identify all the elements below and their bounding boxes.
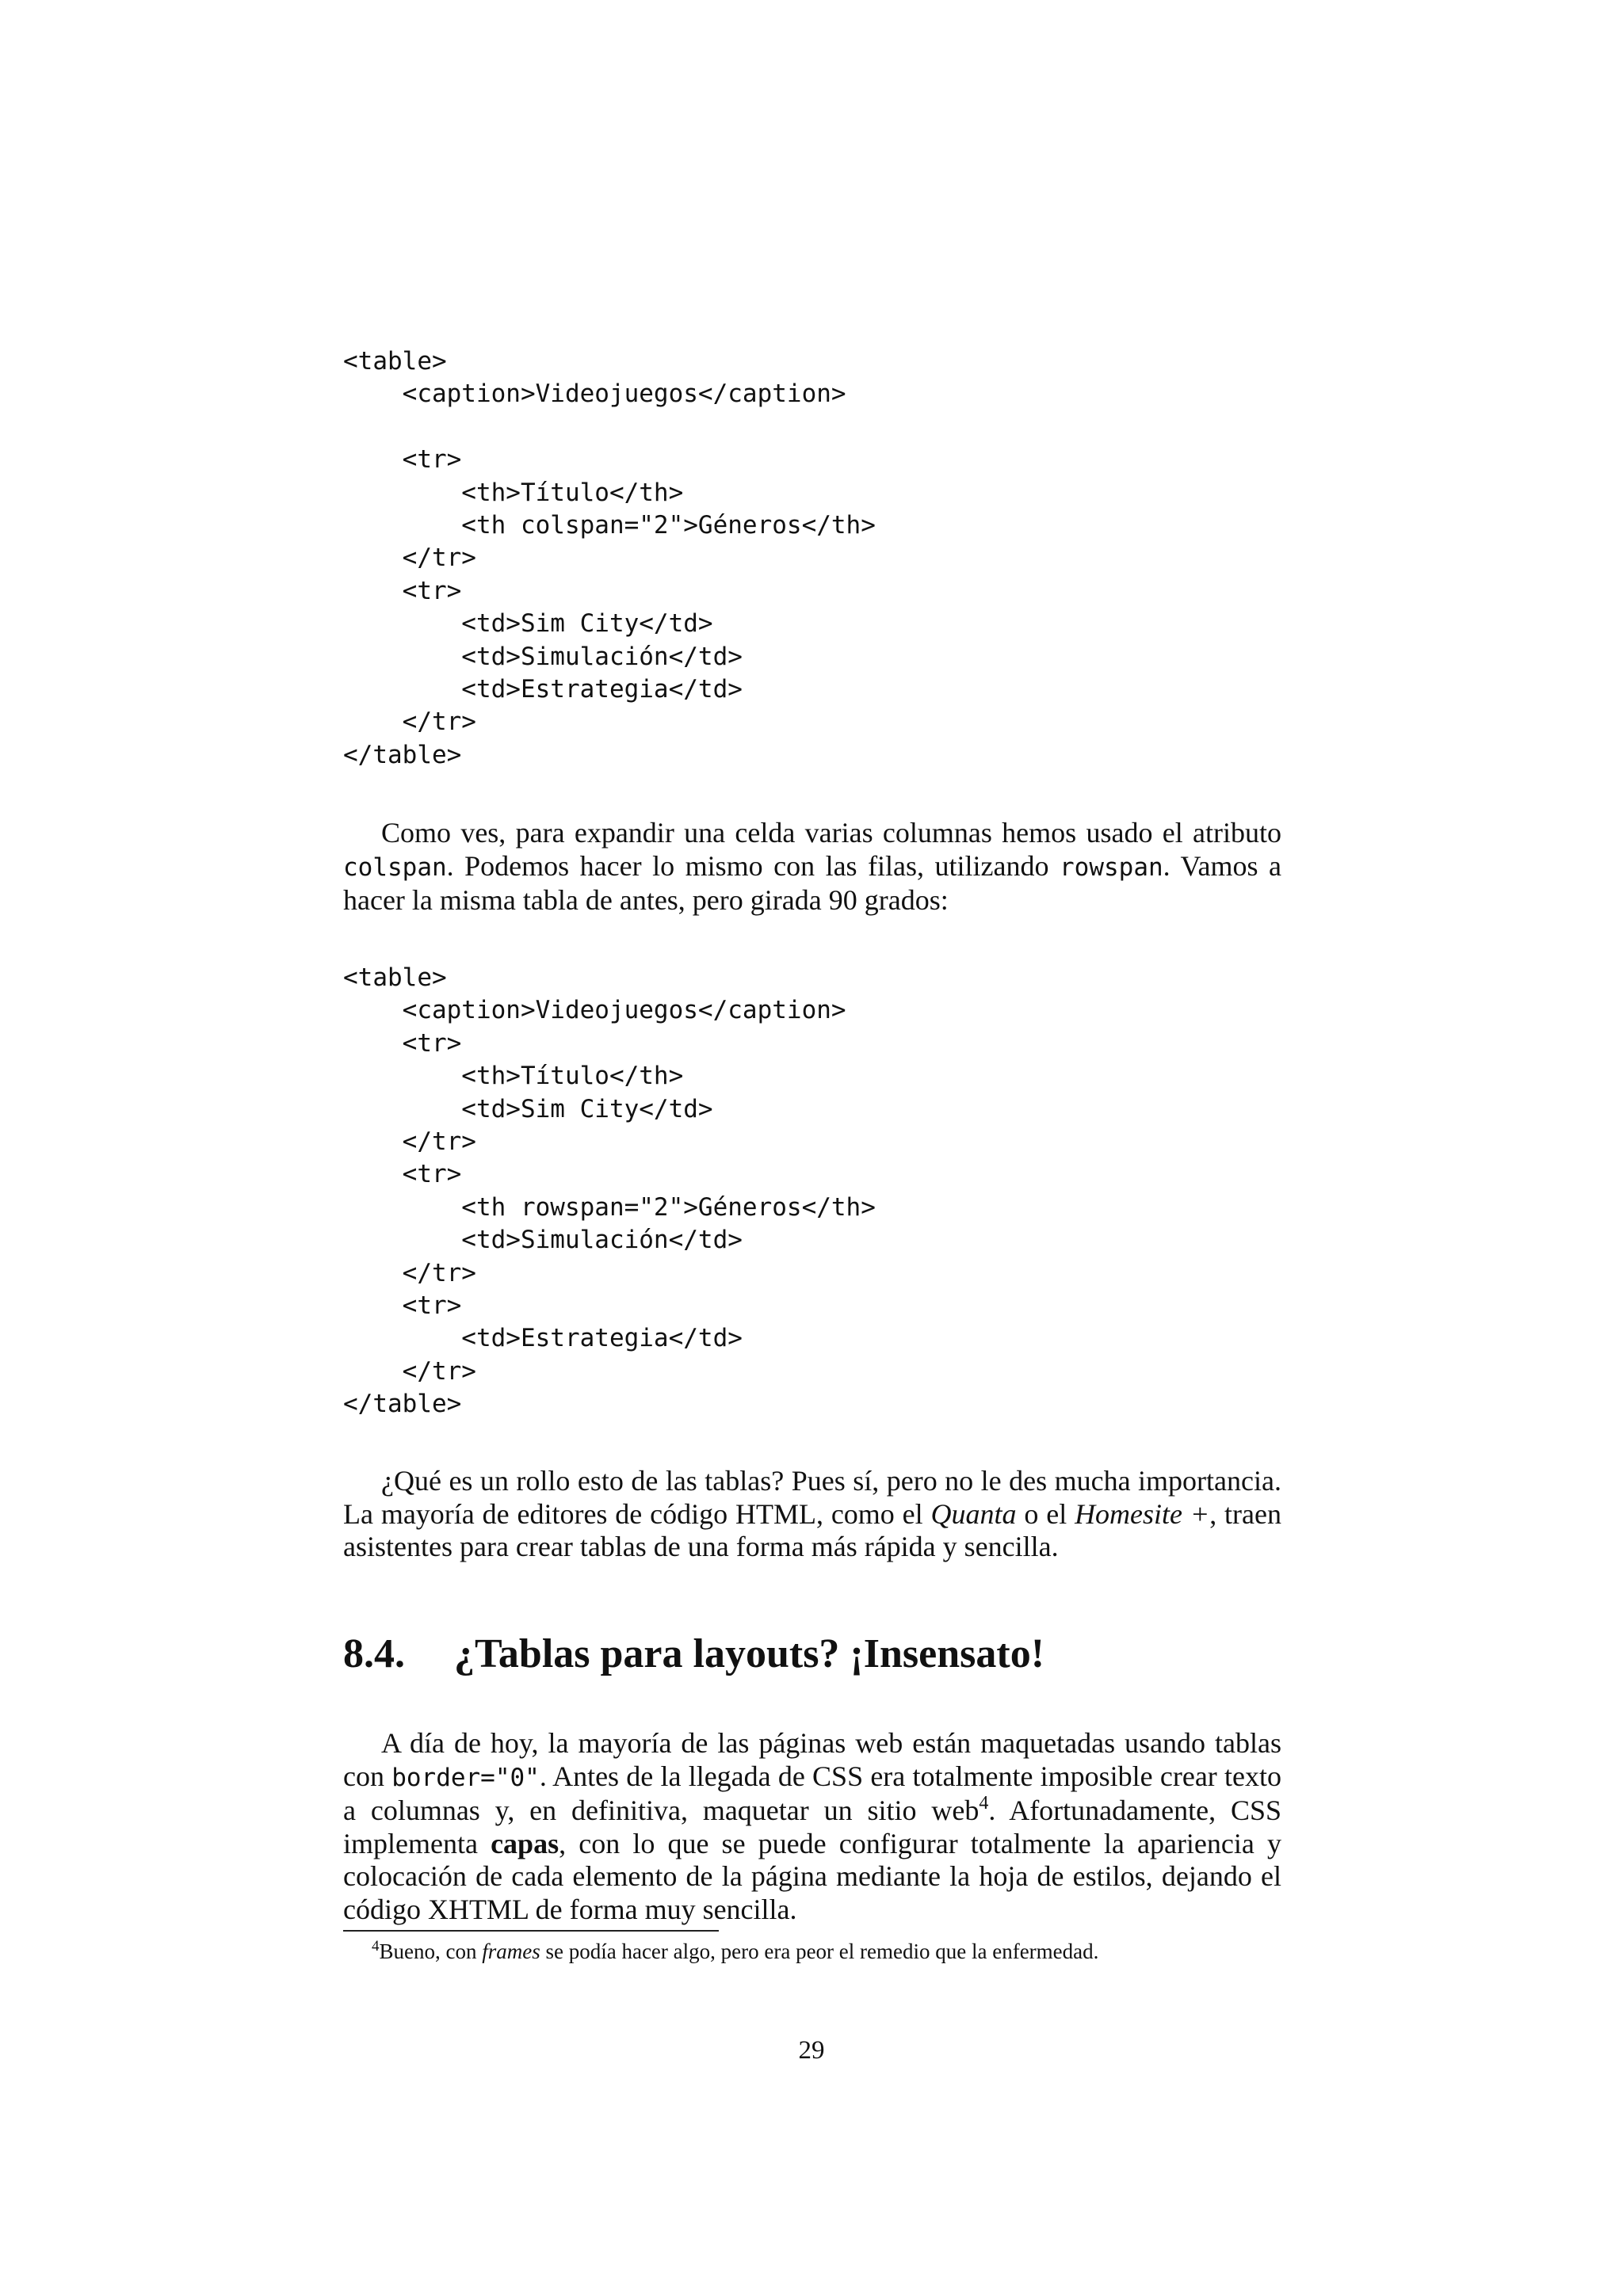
code-line: <th colspan="2">Géneros</th> (343, 511, 876, 540)
code-line: <td>Estrategia</td> (343, 675, 743, 704)
code-block-rowspan (343, 962, 876, 1421)
code-line: </tr> (343, 543, 476, 573)
code-line: <tr> (343, 445, 462, 475)
code-line: </tr> (343, 1356, 476, 1386)
code-line: <td>Simulación</td> (343, 642, 743, 671)
code-line: <th>Título</th> (343, 1062, 684, 1091)
footnote-text: se podía hacer algo, pero era peor el remedio que la enfermedad. (540, 1939, 1099, 1963)
code-line: <caption>Videojuegos</caption> (343, 379, 846, 409)
paragraph-text: , traen asistentes para crear tablas de una forma más rápida y sencilla. (343, 1497, 1281, 1562)
code-line: <tr> (343, 1160, 462, 1189)
paragraph-text: o el (1016, 1497, 1075, 1530)
code-block-colspan (343, 345, 876, 772)
code-line: </table> (343, 740, 462, 769)
section-title: ¿Tablas para layouts? ¡Insensato! (454, 1631, 1045, 1676)
section-heading (343, 1630, 1044, 1678)
code-line: </tr> (343, 1127, 476, 1157)
code-line: <tr> (343, 576, 462, 605)
paragraph-text: Como ves, para expandir una celda varias columnas hemos usado el atributo (381, 817, 1281, 849)
paragraph-text: A día de hoy, la mayoría de las páginas web están maquetadas usando tablas con (343, 1727, 1281, 1792)
code-line: <th>Título</th> (343, 478, 684, 507)
code-line: </tr> (343, 707, 476, 737)
code-line: <tr> (343, 1028, 462, 1058)
code-line: <tr> (343, 1291, 462, 1321)
paragraph-text: . Vamos a hacer la misma tabla de antes, pero girada 90 grados: (343, 849, 1281, 916)
footnote-rule (343, 1930, 719, 1932)
paragraph-text: ¿Qué es un rollo esto de las tablas? Pues sí, pero no le des mucha importancia. La mayoría de editores de código HTML, como el (343, 1465, 1281, 1530)
code-line: </tr> (343, 1258, 476, 1287)
paragraph-text: . Antes de la llegada de CSS era totalmente imposible crear texto a columnas y, en definitiva, maquetar un sitio web (343, 1760, 1281, 1826)
footnote-reference: 4 (979, 1793, 989, 1814)
code-line: <td>Sim City</td> (343, 1094, 713, 1123)
paragraph-text: , con lo que se puede configurar totalmente la apariencia y colocación de cada elemento de la página mediante la hoja de estilos, dejando el código XHTML de forma muy sencilla. (343, 1827, 1281, 1925)
inline-code-rowspan: rowspan (1060, 852, 1163, 882)
emphasis-quanta: Quanta (930, 1497, 1017, 1530)
footnote-text: Bueno, con (379, 1939, 483, 1963)
inline-code-colspan: colspan (343, 852, 447, 882)
inline-code-border: border="0" (391, 1763, 540, 1792)
code-line: <table> (343, 963, 447, 992)
footnote-mark: 4 (372, 1938, 380, 1955)
code-line: <td>Sim City</td> (343, 609, 713, 639)
code-line: <td>Estrategia</td> (343, 1324, 743, 1353)
footnote (343, 1938, 1281, 1965)
paragraph-text: . Afortunadamente, CSS implementa (343, 1794, 1282, 1859)
code-line: <caption>Videojuegos</caption> (343, 996, 846, 1025)
code-line: <table> (343, 347, 447, 376)
paragraph-layouts (343, 1727, 1281, 1926)
paragraph-tables-opinion (343, 1465, 1281, 1564)
section-number: 8.4. (343, 1631, 405, 1676)
page-number: 29 (798, 2036, 825, 2065)
bold-capas: capas (491, 1827, 559, 1859)
code-line: <th rowspan="2">Géneros</th> (343, 1192, 876, 1222)
paragraph-text: . Podemos hacer lo mismo con las filas, utilizando (446, 849, 1060, 882)
emphasis-homesite: Homesite + (1075, 1497, 1210, 1530)
paragraph-colspan-explanation (343, 817, 1281, 917)
code-line: </table> (343, 1390, 462, 1419)
code-line: <td>Simulación</td> (343, 1226, 743, 1255)
emphasis-frames: frames (482, 1939, 540, 1963)
